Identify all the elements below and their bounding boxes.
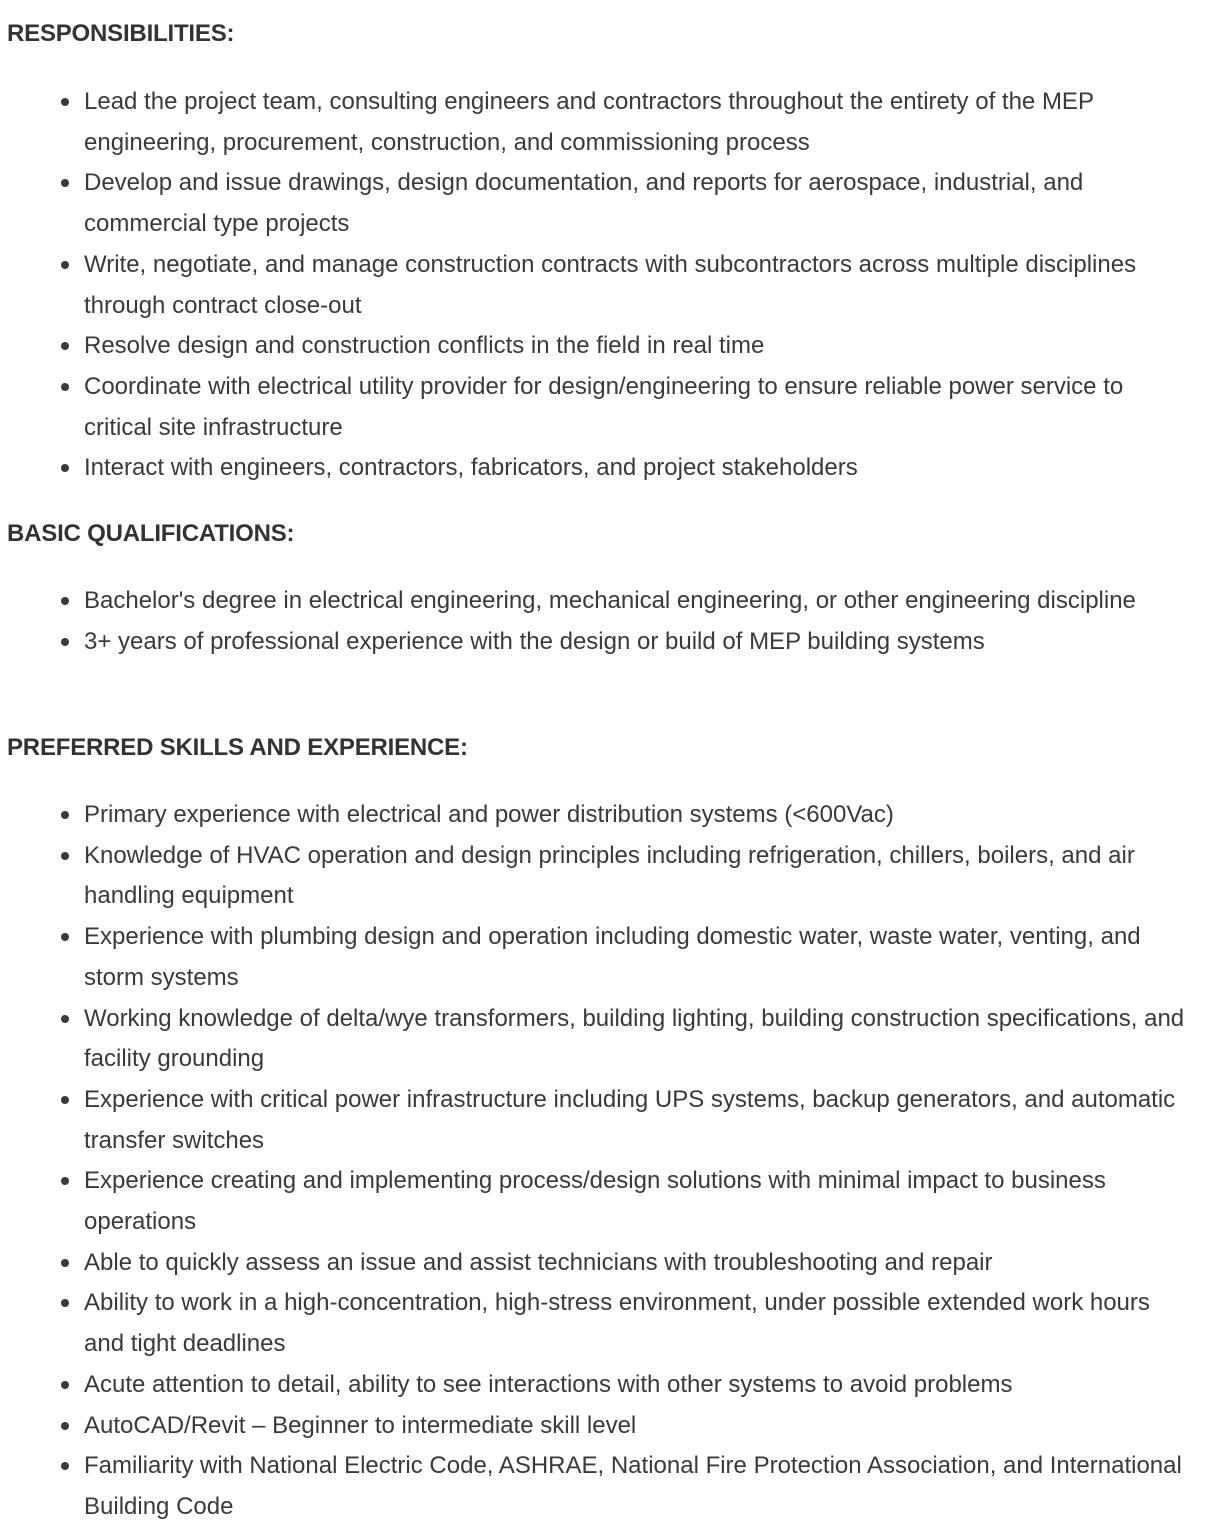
list-item (0, 1283, 1207, 1364)
list-item (0, 163, 1207, 244)
basic-qualifications-heading: BASIC QUALIFICATIONS: (7, 520, 295, 547)
list-item-text: Write, negotiate, and manage construction contracts with subcontractors across multiple disciplines through contract close-out (84, 250, 1137, 319)
bullet-icon (61, 1381, 69, 1389)
list-item (0, 1161, 1207, 1242)
list-item (0, 795, 1207, 836)
list-item-text: AutoCAD/Revit – Beginner to intermediate skill level (84, 1411, 637, 1439)
list-item (0, 245, 1207, 326)
list-item-text: Experience with plumbing design and operation including domestic water, waste water, venting, and storm systems (84, 923, 1141, 991)
bullet-icon (61, 179, 69, 187)
list-item-text: Resolve design and construction conflicts in the field in real time (84, 332, 765, 360)
bullet-icon (61, 1422, 69, 1430)
list-item-text: Bachelor's degree in electrical engineering, mechanical engineering, or other engineering discipline (84, 587, 1136, 614)
list-item (0, 1080, 1207, 1161)
bullet-icon (61, 933, 69, 941)
list-item (0, 82, 1207, 163)
bullet-icon (61, 1177, 69, 1185)
list-item-text: Experience with critical power infrastructure including UPS systems, backup generators, and automatic transfer switches (84, 1085, 1176, 1154)
list-item (0, 448, 1207, 489)
list-item (0, 999, 1207, 1080)
list-item-text: 3+ years of professional experience with the design or build of MEP building systems (84, 627, 985, 655)
list-item-text: Primary experience with electrical and power distribution systems (<600Vac) (84, 801, 894, 828)
responsibilities-heading: RESPONSIBILITIES: (7, 20, 235, 47)
preferred-skills-heading: PREFERRED SKILLS AND EXPERIENCE: (7, 734, 468, 761)
list-item (0, 1446, 1207, 1527)
list-item-text: Coordinate with electrical utility provider for design/engineering to ensure reliable power service to critical site infrastructure (84, 372, 1124, 441)
bullet-icon (61, 261, 69, 269)
list-item-text: Acute attention to detail, ability to see interactions with other systems to avoid problems (84, 1370, 1013, 1398)
list-item-text: Able to quickly assess an issue and assist technicians with troubleshooting and repair (84, 1248, 993, 1276)
bullet-icon (61, 597, 69, 605)
bullet-icon (61, 852, 69, 860)
list-item (0, 1243, 1207, 1284)
bullet-icon (61, 1015, 69, 1023)
bullet-icon (61, 1259, 69, 1267)
list-item-text: Familiarity with National Electric Code, ASHRAE, National Fire Protection Association, and International Building Code (84, 1452, 1182, 1520)
bullet-icon (61, 383, 69, 391)
list-item (0, 1406, 1207, 1447)
preferred-skills-list (0, 795, 1207, 1528)
basic-qualifications-list (0, 581, 1207, 662)
responsibilities-list (0, 82, 1207, 489)
bullet-icon (61, 464, 69, 472)
bullet-icon (61, 1096, 69, 1104)
list-item-text: Working knowledge of delta/wye transformers, building lighting, building construction specifications, and facility grounding (84, 1004, 1185, 1073)
bullet-icon (61, 1462, 69, 1470)
bullet-icon (61, 638, 69, 646)
bullet-icon (61, 1299, 69, 1307)
list-item (0, 326, 1207, 367)
bullet-icon (61, 811, 69, 819)
bullet-icon (61, 98, 69, 106)
list-item (0, 1365, 1207, 1406)
list-item (0, 367, 1207, 448)
list-item (0, 917, 1207, 998)
list-item-text: Interact with engineers, contractors, fabricators, and project stakeholders (84, 454, 858, 482)
list-item-text: Knowledge of HVAC operation and design principles including refrigeration, chillers, boilers, and air handling equipment (84, 841, 1135, 910)
list-item-text: Experience creating and implementing process/design solutions with minimal impact to business operations (84, 1167, 1106, 1236)
list-item-text: Lead the project team, consulting engineers and contractors throughout the entirety of the MEP engineering, procurement, construction, and commissioning process (84, 88, 1094, 156)
list-item-text: Develop and issue drawings, design documentation, and reports for aerospace, industrial, and commercial type projects (84, 169, 1084, 238)
bullet-icon (61, 342, 69, 350)
list-item-text: Ability to work in a high-concentration, high-stress environment, under possible extended work hours and tight deadlines (84, 1289, 1150, 1358)
list-item (0, 836, 1207, 917)
list-item (0, 622, 1207, 663)
list-item (0, 581, 1207, 622)
